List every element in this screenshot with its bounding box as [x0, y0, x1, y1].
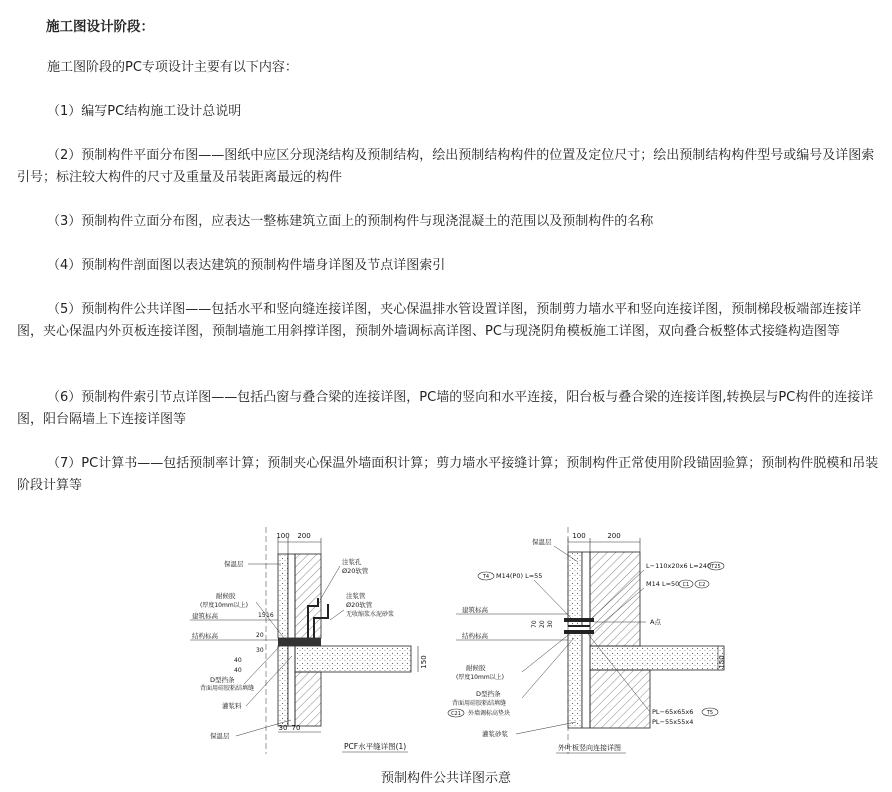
- item-6-text: （6）预制构件索引节点详图——包括凸窗与叠合梁的连接详图，PC墙的竖向和水平连接，阳台板与叠合梁的连接详图,转换层与PC构件的连接详图，阳台隔墙上下连接详图等: [17, 390, 874, 427]
- left-small-dim-2: 16: [266, 612, 274, 619]
- left-dim-bottom-1: 30: [278, 724, 288, 732]
- left-dim-bottom-2: 70: [291, 724, 301, 732]
- right-insulation-lower: [582, 632, 590, 728]
- item-2: [17, 145, 879, 189]
- item-5-text: （5）预制构件公共详图——包括水平和竖向缝连接详图，夹心保温排水管设置详图，预制剪力墙水平和竖向连接详图，预制梯段板端部连接详图，夹心保温内外页板连接详图，预制墙施工用斜撑详图，预制外墙调标高详图、PC与现浇阴角模板施工详图，双向叠合板整体式接缝构造图等: [17, 302, 862, 339]
- item-5: [17, 299, 879, 343]
- right-small-dim-2: 20: [539, 620, 546, 628]
- right-drawing-title: 外叶板竖向连接详图: [558, 744, 621, 752]
- item-2-text: （2）预制构件平面分布图——图纸中应区分现浇结构及预制结构，绘出预制结构构件的位置及定位尺寸；绘出预制结构构件型号或编号及详图索引号；标注较大构件的尺寸及重量及吊装距离最远的构件: [17, 148, 875, 185]
- right-tag-c21-text: C21: [451, 711, 461, 717]
- item-3: [17, 211, 879, 233]
- right-label-m14: M14 L=50: [646, 580, 680, 588]
- left-label-sealant-thickness: (厚度10mm以上): [200, 602, 249, 609]
- detail-drawings: [192, 522, 726, 762]
- right-dim-top-1: 100: [572, 532, 586, 540]
- left-floor-slab: [295, 646, 411, 672]
- right-tag-t4-text: T4: [482, 574, 490, 580]
- left-small-dim-6: 40: [234, 667, 242, 674]
- left-outer-leaf-upper: [278, 554, 288, 638]
- left-label-sealant: 耐候胶: [216, 592, 236, 600]
- right-dim-150: 150: [718, 655, 726, 669]
- right-tag-t25-text: T25: [711, 564, 721, 570]
- left-dim-top-2: 200: [297, 532, 311, 540]
- right-inner-wall-upper: [590, 552, 640, 646]
- right-detail-drawing: [448, 527, 726, 754]
- right-label-sealant: 耐候胶: [466, 664, 486, 672]
- intro-text: 施工图阶段的PC专项设计主要有以下内容：: [47, 60, 298, 75]
- left-small-dim-4: 30: [256, 647, 264, 654]
- intro-paragraph: [17, 57, 879, 79]
- right-small-dim-1: 70: [531, 620, 538, 628]
- item-1: [17, 101, 879, 123]
- right-outer-leaf-lower: [568, 632, 582, 728]
- left-label-grout-pipe: 注浆管: [346, 592, 366, 600]
- section-title: 施工图设计阶段：: [46, 19, 154, 35]
- left-inner-leaf-lower: [295, 672, 321, 726]
- right-connector-upper: [564, 618, 594, 622]
- item-6: [17, 387, 879, 431]
- left-label-silicone: 背面用硅胶粘结填缝: [200, 685, 255, 692]
- item-7-text: （7）PC计算书——包括预制率计算；预制夹心保温外墙面积计算；剪力墙水平接缝计算；预制构件正常使用阶段锚固验算；预制构件脱模和吊装阶段计算等: [17, 456, 879, 493]
- left-label-grout-hole: 注浆孔: [342, 558, 362, 566]
- right-floor-slab: [590, 646, 724, 670]
- right-label-grout-mortar: 灌浆砂浆: [482, 730, 508, 738]
- left-label-insulation-bottom: 保温层: [210, 732, 230, 740]
- item-1-text: （1）编写PC结构施工设计总说明: [47, 104, 242, 119]
- right-connector-lower: [564, 630, 594, 634]
- item-4-text: （4）预制构件剖面图以表达建筑的预制构件墙身详图及节点详图索引: [47, 258, 446, 273]
- left-structure-level-label: 结构标高: [192, 632, 218, 640]
- right-insulation-upper: [582, 552, 590, 626]
- item-3-text: （3）预制构件立面分布图，应表达一整栋建筑立面上的预制构件与现浇混凝土的范围以及预制构件的名称: [47, 214, 654, 229]
- left-label-d-strip: D型挡条: [210, 676, 235, 684]
- left-dim-top-1: 100: [276, 532, 290, 540]
- right-tag-c1-text: C1: [682, 582, 690, 588]
- right-label-plate-55: PL−55x55x4: [652, 718, 694, 726]
- left-detail-drawing: [190, 527, 428, 754]
- right-label-d-strip: D型挡条: [476, 690, 501, 698]
- right-outer-leaf-upper: [568, 552, 582, 626]
- right-label-sealant-thickness: (厚度10mm以上): [456, 674, 505, 681]
- right-tag-t5-text: T5: [706, 710, 714, 716]
- detail-figure: [192, 522, 726, 762]
- left-label-soft-pipe-2: Ø20软管: [346, 601, 373, 609]
- left-insulation-upper: [288, 554, 295, 638]
- item-4: [17, 255, 879, 277]
- left-label-mortar: 无收缩浆水泥砂浆: [346, 611, 395, 618]
- right-label-plate-65: PL−65x65x6: [652, 708, 694, 716]
- left-building-level-label: 建筑标高: [192, 612, 218, 620]
- left-outer-leaf-lower: [278, 646, 288, 726]
- right-inner-wall-lower: [590, 670, 650, 728]
- right-structure-level-label: 结构标高: [462, 632, 488, 640]
- left-small-dim-5: 40: [234, 657, 242, 664]
- left-horizontal-joint: [278, 638, 321, 646]
- right-label-point-a: A点: [650, 618, 661, 626]
- right-label-silicone: 背面用硅胶粘结填缝: [452, 700, 507, 707]
- item-7: [17, 453, 879, 497]
- left-drawing-title: PCF水平缝详图(1): [344, 742, 407, 751]
- left-label-grout: 灌浆料: [222, 702, 242, 710]
- right-label-insulation: 保温层: [532, 538, 552, 546]
- right-small-dim-3: 30: [547, 620, 554, 628]
- left-small-dim-3: 20: [256, 632, 264, 639]
- right-label-shim: 外墙调标高垫块: [468, 710, 511, 717]
- right-label-angle: L−110x20x6 L=240: [646, 562, 712, 570]
- right-dim-top-2: 200: [607, 532, 621, 540]
- left-insulation-lower: [288, 646, 295, 726]
- figure-caption: 预制构件公共详图示意: [380, 771, 511, 786]
- right-tag-c2-text: C2: [698, 582, 706, 588]
- left-label-insulation-top: 保温层: [224, 560, 244, 568]
- left-small-dim-1: 15: [258, 612, 266, 619]
- left-label-soft-pipe-1: Ø20软管: [342, 567, 369, 575]
- right-label-m14-p0: M14(P0) L=55: [496, 572, 543, 580]
- right-building-level-label: 建筑标高: [462, 606, 488, 614]
- left-dim-150: 150: [420, 655, 428, 669]
